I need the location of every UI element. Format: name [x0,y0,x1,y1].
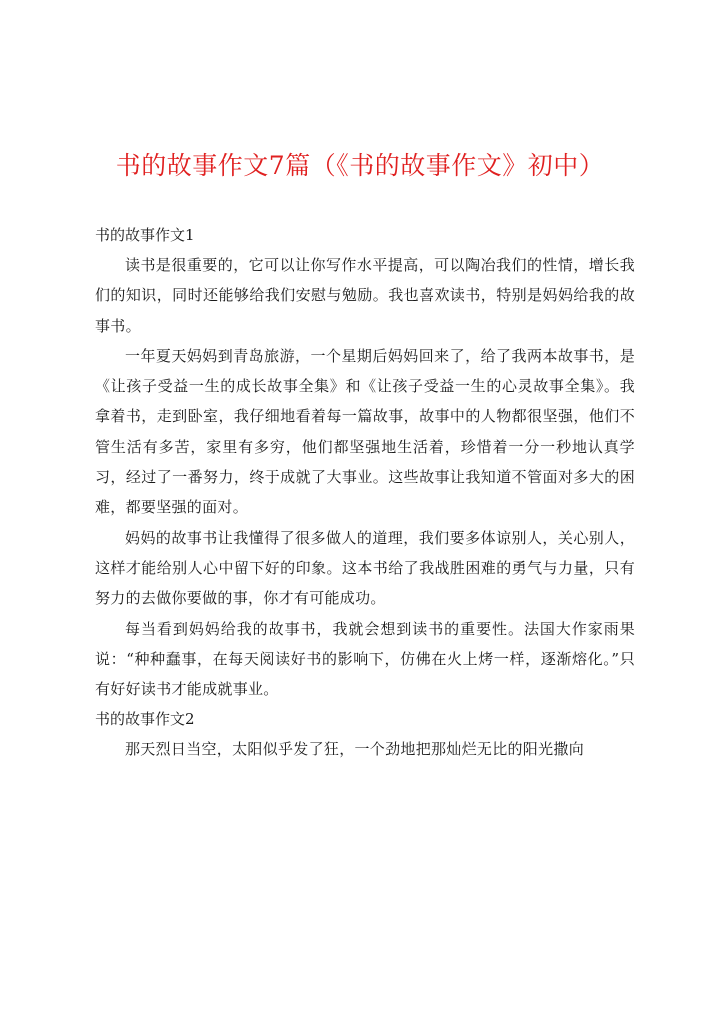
document-body [95,220,635,765]
paragraph: 读书是很重要的，它可以让你写作水平提高，可以陶冶我们的性情，增长我们的知识，同时还能够给我们安慰与勉励。我也喜欢读书，特别是妈妈给我的故事书。 [95,256,635,335]
paragraph: 一年夏天妈妈到青岛旅游，一个星期后妈妈回来了，给了我两本故事书，是《让孩子受益一生的成长故事全集》和《让孩子受益一生的心灵故事全集》。我拿着书，走到卧室，我仔细地看着每一篇故事，故事中的人物都很坚强，他们不管生活有多苦，家里有多穷，他们都坚强地生活着，珍惜着一分一秒地认真学习，经过了一番努力，终于成就了大事业。这些故事让我知道不管面对多大的困难，都要坚强的面对。 [95,346,635,517]
paragraph: 那天烈日当空，太阳似乎发了狂，一个劲地把那灿烂无比的阳光撒向 [125,740,585,759]
document-title: 书的故事作文7篇（《书的故事作文》初中） [115,151,605,180]
paragraph: 每当看到妈妈给我的故事书，我就会想到读书的重要性。法国大作家雨果说：“种种蠢事，在每天阅读好书的影响下，仿佛在火上烤一样，逐渐熔化。”只有好好读书才能成就事业。 [95,619,635,699]
section-heading: 书的故事作文1 [95,226,195,244]
section-heading: 书的故事作文2 [95,710,195,729]
paragraph: 妈妈的故事书让我懂得了很多做人的道理，我们要多体谅别人，关心别人，这样才能给别人心中留下好的印象。这本书给了我战胜困难的勇气与力量，只有努力的去做你要做的事，你才有可能成功。 [95,528,635,608]
